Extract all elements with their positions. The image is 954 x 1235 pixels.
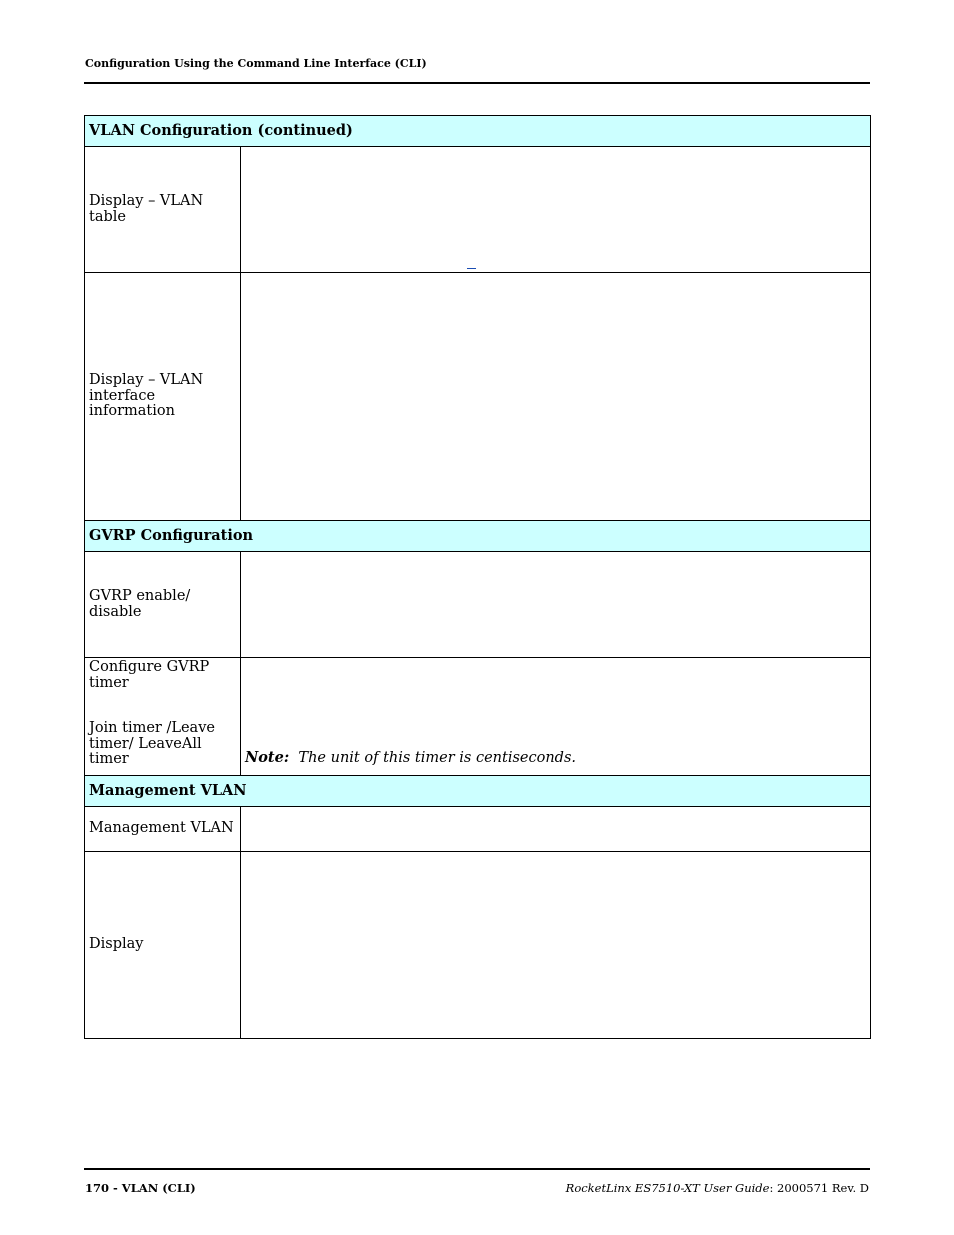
row-label-gvrp-timer	[85, 658, 241, 776]
note-label: Note:	[245, 748, 290, 766]
row-label-display: Display	[85, 852, 241, 1039]
config-table	[84, 115, 871, 1039]
gvrp-timer-label-line2: Join timer /Leave timer/ LeaveAll timer	[89, 720, 215, 767]
row-desc-management-vlan	[241, 807, 871, 852]
row-label-vlan-interface: Display – VLAN interface information	[85, 273, 241, 521]
footer-rule	[84, 1168, 870, 1170]
row-desc-vlan-table	[241, 147, 871, 273]
row-label-management-vlan: Management VLAN	[85, 807, 241, 852]
row-desc-gvrp-timer	[241, 658, 871, 776]
row-label-vlan-table: Display – VLAN table	[85, 147, 241, 273]
header-rule	[84, 82, 870, 84]
footer-doc-number: : 2000571 Rev. D	[769, 1181, 869, 1195]
timer-note	[245, 750, 576, 766]
gvrp-timer-label-line1: Configure GVRP timer	[89, 659, 210, 691]
link-underline-mark[interactable]	[467, 268, 476, 269]
row-desc-gvrp-enable	[241, 552, 871, 658]
row-desc-display	[241, 852, 871, 1039]
running-header: Configuration Using the Command Line Interface (CLI)	[85, 57, 427, 70]
row-label-gvrp-enable: GVRP enable/ disable	[85, 552, 241, 658]
note-text: The unit of this timer is centiseconds.	[298, 749, 577, 766]
section-gvrp-configuration: GVRP Configuration	[85, 521, 871, 552]
footer-doc-info	[566, 1181, 869, 1195]
footer-page-label: 170 - VLAN (CLI)	[85, 1181, 196, 1195]
section-management-vlan: Management VLAN	[85, 776, 871, 807]
section-vlan-configuration: VLAN Configuration (continued)	[85, 116, 871, 147]
footer-product-name: RocketLinx ES7510-XT User Guide	[565, 1181, 770, 1195]
row-desc-vlan-interface	[241, 273, 871, 521]
